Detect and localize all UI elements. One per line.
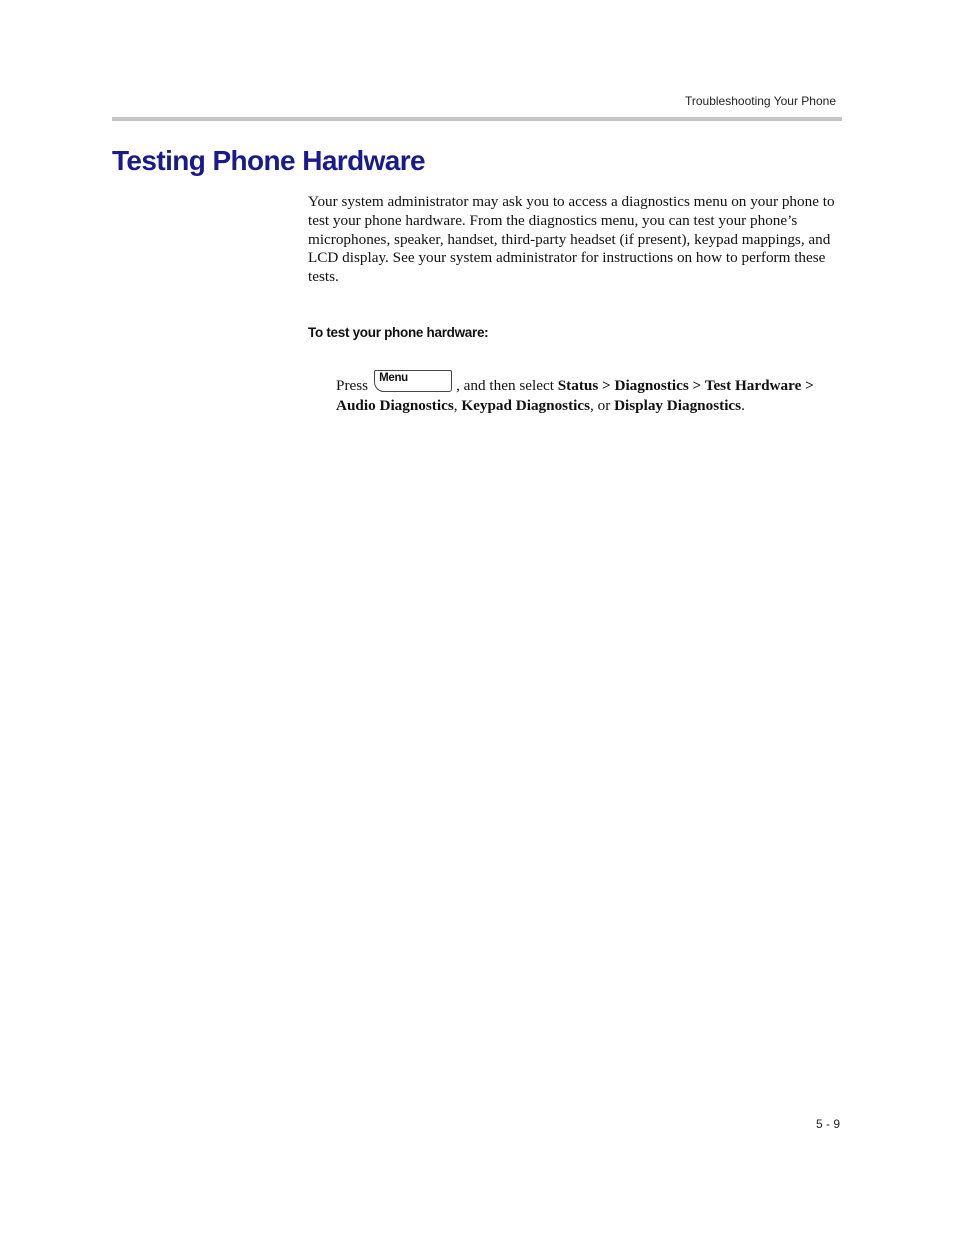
intro-paragraph: Your system administrator may ask you to access a diagnostics menu on your phone to test your phone hardware. From the diagnostics menu, you can test your phone’s microphones, speaker, handset, third-party headset (if present), keypad mappings, and LCD display. See your system administrator for instructions on how to perform these tests. bbox=[308, 193, 835, 286]
procedure-heading: To test your phone hardware: bbox=[308, 325, 489, 340]
step-option-keypad: Keypad Diagnostics bbox=[461, 397, 591, 414]
step-press-text: Press bbox=[336, 377, 369, 394]
running-header: Troubleshooting Your Phone bbox=[684, 94, 836, 108]
step-separator-or: , or bbox=[590, 397, 615, 414]
header-divider bbox=[112, 117, 842, 121]
menu-key-label: Menu bbox=[379, 372, 408, 384]
section-title: Testing Phone Hardware bbox=[112, 145, 426, 176]
step-menu-path: Status > Diagnostics > Test Hardware > bbox=[557, 377, 814, 394]
menu-key-icon bbox=[374, 370, 452, 392]
step-option-audio: Audio Diagnostics bbox=[336, 397, 454, 414]
step-then-text: , and then select bbox=[456, 377, 558, 394]
step-separator: , bbox=[453, 397, 462, 414]
step-end-punctuation: . bbox=[741, 397, 745, 414]
procedure-step bbox=[336, 370, 846, 416]
page-number: 5 - 9 bbox=[815, 1117, 840, 1131]
step-option-display: Display Diagnostics bbox=[614, 397, 742, 414]
